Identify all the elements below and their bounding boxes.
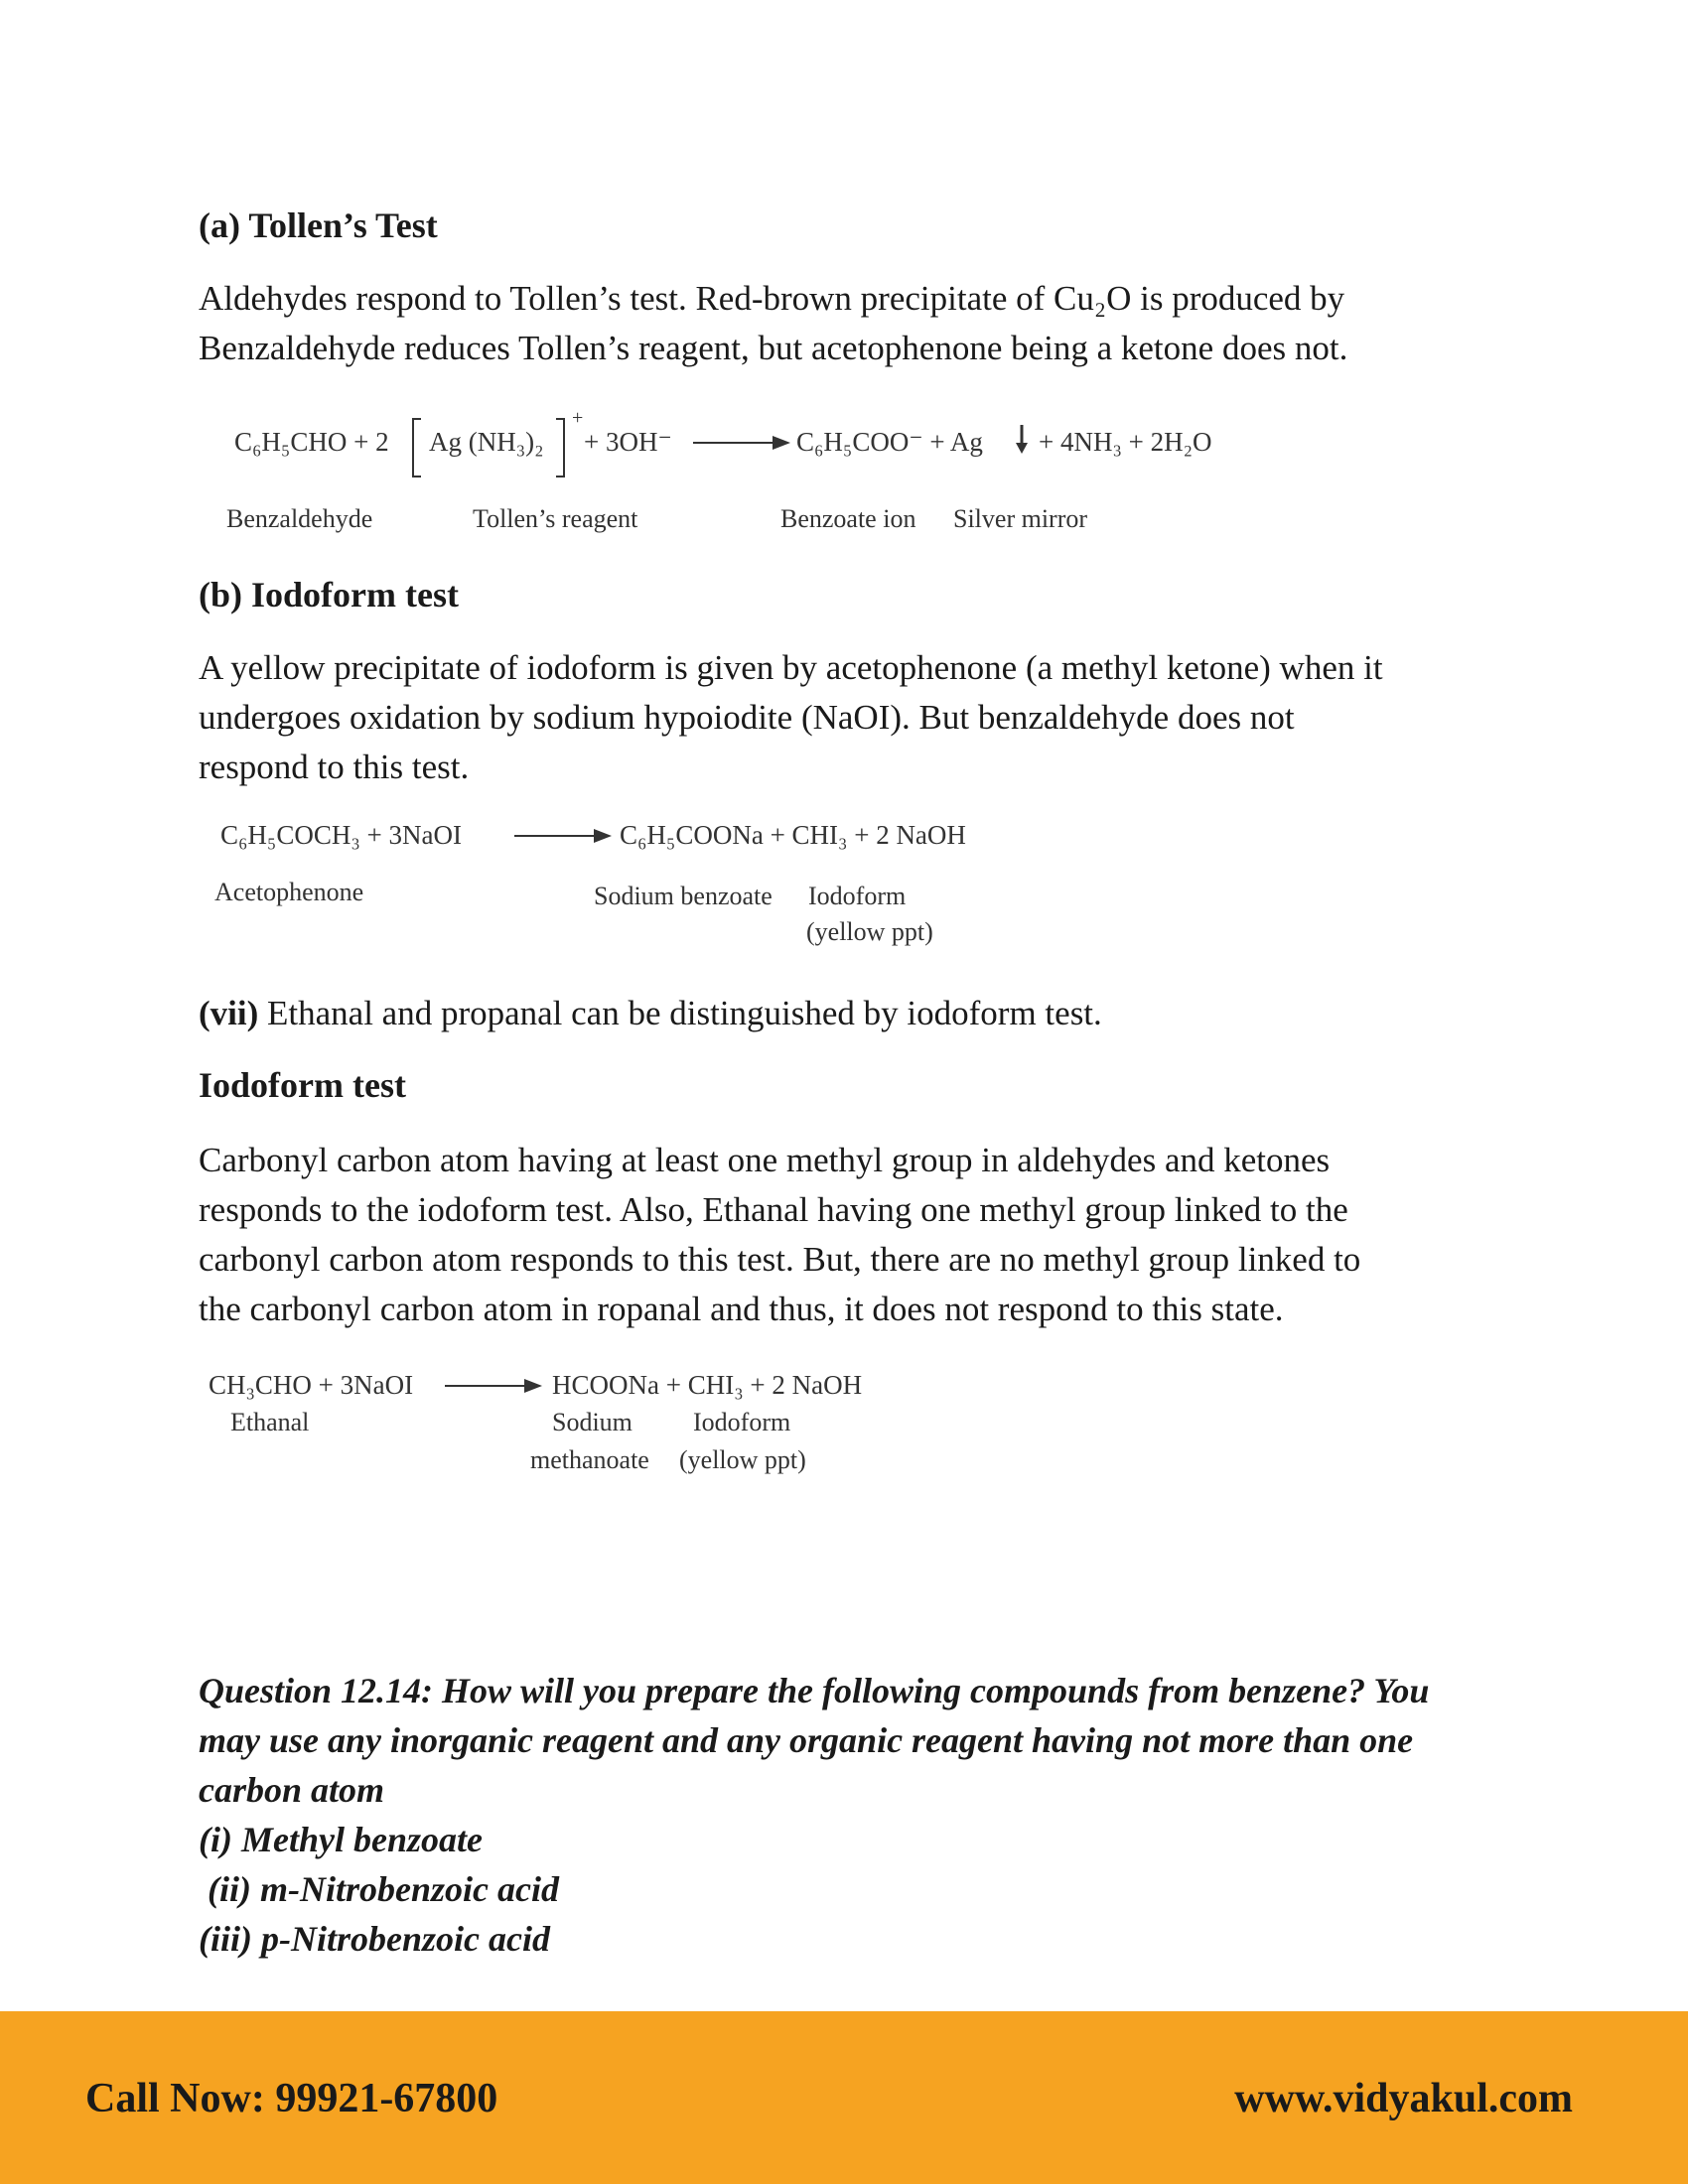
para-line: responds to the iodoform test. Also, Ethanal having one methyl group linked to the — [199, 1190, 1348, 1229]
para-line: Benzaldehyde reduces Tollen’s reagent, but acetophenone being a ketone does not. — [199, 329, 1348, 367]
label-yellow-ppt: (yellow ppt) — [679, 1445, 806, 1474]
label-silver-mirror: Silver mirror — [953, 504, 1088, 533]
products-sodium-methanoate: HCOONa + CHI₃ + 2 NaOH — [552, 1370, 863, 1400]
reactant-tollens-complex: Ag (NH₃)₂ — [429, 427, 544, 457]
question-line: Question 12.14: How will you prepare the following compounds from benzene? You — [199, 1671, 1430, 1710]
section-number: (vii) — [199, 994, 259, 1032]
reaction-arrow — [514, 824, 614, 848]
call-now-text[interactable]: Call Now: 99921-67800 — [85, 2076, 498, 2121]
reactants-acetophenone: C₆H₅COCH₃ + 3NaOI — [220, 820, 462, 850]
label-methanoate: methanoate — [530, 1445, 649, 1474]
bracket-right — [554, 417, 566, 478]
label-ethanal: Ethanal — [230, 1408, 310, 1436]
down-arrow-icon — [1015, 425, 1029, 455]
para-line: Carbonyl carbon atom having at least one methyl group in aldehydes and ketones — [199, 1141, 1331, 1179]
question-item: (iii) p-Nitrobenzoic acid — [199, 1919, 550, 1959]
product-ammonia-water: + 4NH₃ + 2H₂O — [1039, 427, 1212, 457]
para-line: the carbonyl carbon atom in ropanal and thus, it does not respond to this state. — [199, 1290, 1284, 1328]
footer-bar — [0, 2011, 1688, 2184]
iodoform-explanation-paragraph — [199, 1136, 1499, 1334]
bracket-left — [411, 417, 423, 478]
label-benzoate-ion: Benzoate ion — [780, 504, 916, 533]
tollens-test-heading: (a) Tollen’s Test — [199, 205, 438, 245]
label-sodium-benzoate: Sodium benzoate — [594, 882, 773, 910]
iodoform-reaction-ethanal — [209, 1370, 963, 1410]
iodoform-test-heading: (b) Iodoform test — [199, 575, 459, 614]
reactants-ethanal: CH₃CHO + 3NaOI — [209, 1370, 414, 1400]
question-line: may use any inorganic reagent and any organic reagent having not more than one — [199, 1720, 1414, 1760]
question-item: (i) Methyl benzoate — [199, 1820, 483, 1859]
para-line: carbonyl carbon atom responds to this test. But, there are no methyl group linked to — [199, 1240, 1361, 1279]
reactant-benzaldehyde: C₆H₅CHO + 2 — [234, 427, 389, 457]
label-iodoform: Iodoform — [808, 882, 907, 910]
para-line: respond to this test. — [199, 748, 470, 786]
label-benzaldehyde: Benzaldehyde — [226, 504, 373, 533]
label-acetophenone: Acetophenone — [214, 878, 364, 906]
reaction-arrow — [693, 431, 792, 455]
para-line: Aldehydes respond to Tollen’s test. Red-brown precipitate of Cu₂O is produced by — [199, 279, 1345, 318]
label-sodium: Sodium — [552, 1408, 633, 1436]
reactant-hydroxide: + 3OH⁻ — [584, 427, 672, 457]
section-vii-statement — [199, 989, 1499, 1038]
para-line: undergoes oxidation by sodium hypoiodite (NaOI). But benzaldehyde does not — [199, 698, 1295, 737]
iodoform-test-heading-2: Iodoform test — [199, 1065, 406, 1105]
tollens-reaction — [234, 407, 1327, 496]
question-12-14 — [199, 1666, 1509, 1964]
tollens-test-paragraph — [199, 274, 1499, 373]
question-line: carbon atom — [199, 1770, 385, 1810]
label-iodoform: Iodoform — [693, 1408, 791, 1436]
label-yellow-ppt: (yellow ppt) — [806, 917, 933, 946]
product-benzoate-silver: C₆H₅COO⁻ + Ag — [796, 427, 983, 457]
iodoform-test-paragraph — [199, 643, 1499, 792]
para-line: A yellow precipitate of iodoform is given by acetophenone (a methyl ketone) when it — [199, 648, 1383, 687]
complex-charge: + — [572, 407, 584, 429]
question-item: (ii) m-Nitrobenzoic acid — [199, 1869, 559, 1909]
iodoform-reaction-acetophenone — [220, 820, 1114, 860]
reaction-arrow — [445, 1374, 544, 1398]
section-vii-text: Ethanal and propanal can be distinguished by iodoform test. — [258, 994, 1102, 1032]
label-tollens-reagent: Tollen’s reagent — [473, 504, 638, 533]
products-sodium-benzoate: C₆H₅COONa + CHI₃ + 2 NaOH — [620, 820, 966, 850]
website-link[interactable]: www.vidyakul.com — [1234, 2076, 1573, 2121]
